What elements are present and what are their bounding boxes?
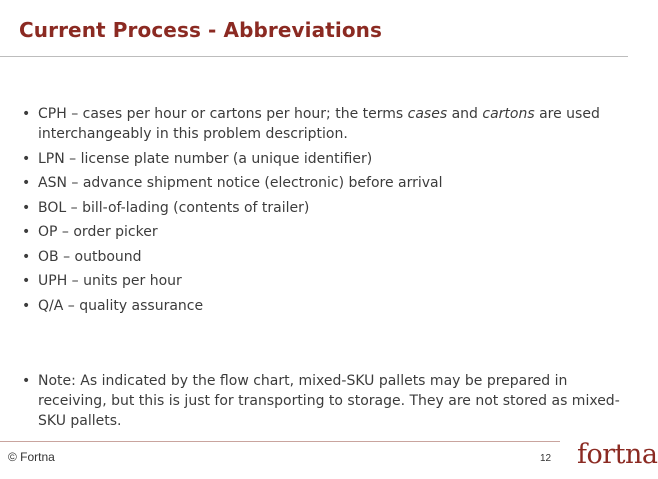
copyright-text: © Fortna [8, 450, 55, 464]
list-item-uph: • UPH – units per hour [20, 271, 620, 291]
slide-title: Current Process - Abbreviations [19, 18, 383, 42]
footer-divider [0, 441, 560, 442]
list-item-op: • OP – order picker [20, 222, 620, 242]
cph-emphasis-cases: cases [407, 106, 448, 122]
cph-text-post: are used interchangeably in this problem description. [38, 106, 600, 142]
list-item-qa: • Q/A – quality assurance [20, 296, 620, 316]
cph-emphasis-cartons: cartons [482, 106, 535, 122]
cph-text-pre: CPH – cases per hour or cartons per hour; the terms [38, 106, 408, 122]
list-item-asn: • ASN – advance shipment notice (electronic) before arrival [20, 173, 620, 193]
list-item-cph [20, 104, 620, 144]
list-item-lpn: • LPN – license plate number (a unique identifier) [20, 149, 620, 169]
page-number: 12 [540, 453, 552, 464]
list-item-ob: • OB – outbound [20, 247, 620, 267]
cph-text-mid: and [447, 106, 483, 122]
abbreviation-list [20, 104, 620, 320]
list-item-bol: • BOL – bill-of-lading (contents of trailer) [20, 198, 620, 218]
note-item: • Note: As indicated by the flow chart, mixed-SKU pallets may be prepared in receiving, but this is just for transporting to storage. They are not stored as mixed-SKU pallets. [20, 371, 628, 431]
fortna-logo [568, 434, 658, 479]
title-divider [0, 56, 628, 57]
logo-wordmark: fortna [577, 439, 658, 470]
